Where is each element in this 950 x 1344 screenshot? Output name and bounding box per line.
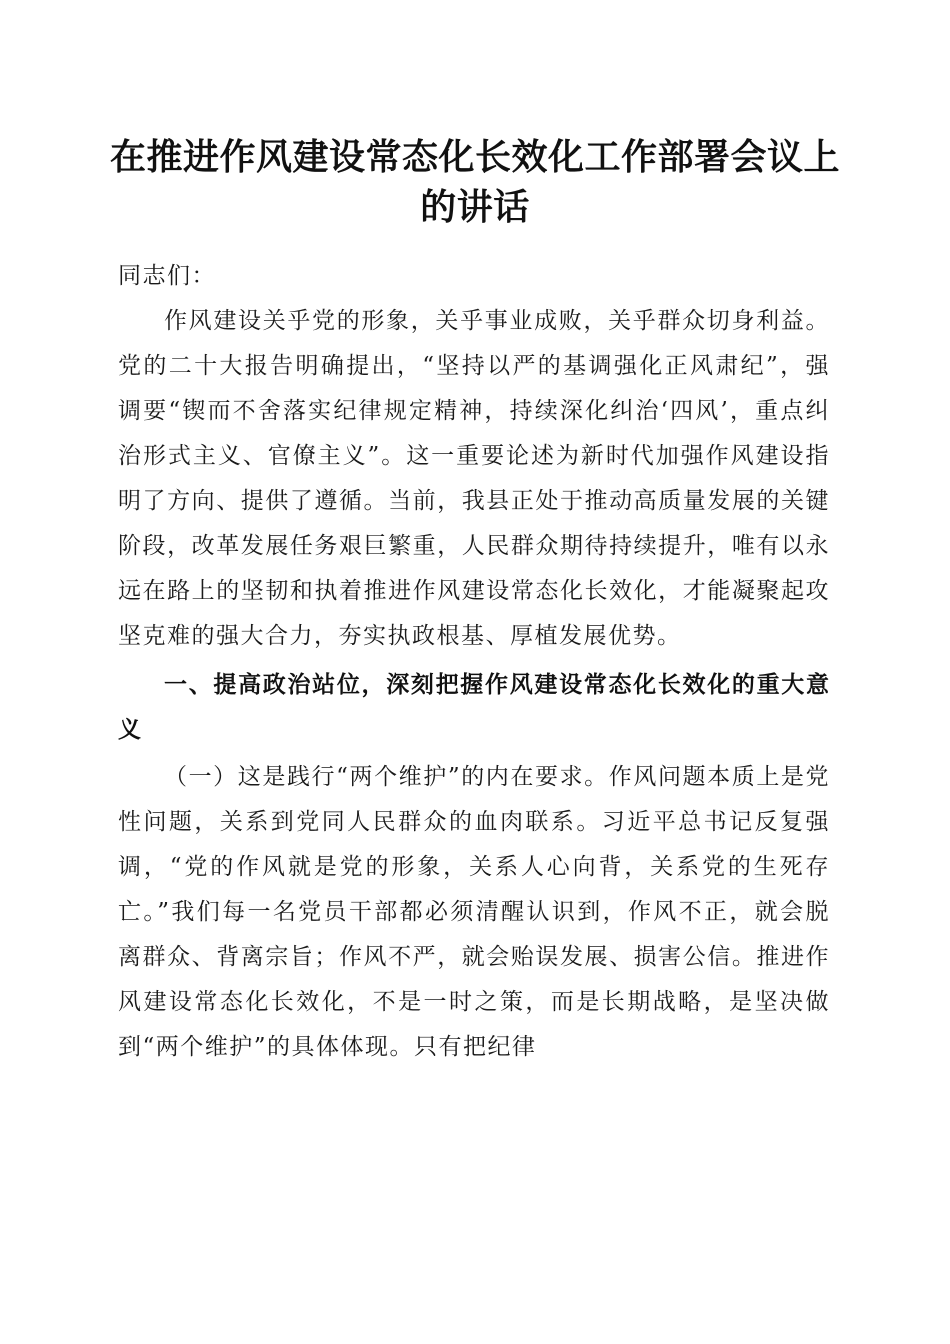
salutation: 同志们： <box>118 263 216 289</box>
subsection-paragraph <box>118 755 830 1070</box>
intro-paragraph: 作风建设关乎党的形象，关乎事业成败，关乎群众切身利益。党的二十大报告明确提出，“坚持以严的基调强化正风肃纪”，强调要“锲而不舍落实纪律规定精神，持续深化纠治‘四风’，重点纠治形式主义、官僚主义”。这一重要论述为新时代加强作风建设指明了方向、提供了遵循。当前，我县正处于推动高质量发展的关键阶段，改革发展任务艰巨繁重，人民群众期待持续提升，唯有以永远在路上的坚韧和执着推进作风建设常态化长效化，才能凝聚起攻坚克难的强大合力，夯实执政根基、厚植发展优势。 <box>118 308 830 649</box>
document-body <box>118 254 830 1070</box>
section-heading: 一、提高政治站位，深刻把握作风建设常态化长效化的重大意义 <box>118 672 830 743</box>
subsection-lead: （一）这是践行“两个维护”的内在要求。 <box>164 764 609 790</box>
document-title: 在推进作风建设常态化长效化工作部署会议上的讲话 <box>109 136 840 228</box>
subsection-body: 作风问题本质上是党性问题，关系到党同人民群众的血肉联系。习近平总书记反复强调，“党的作风就是党的形象，关系人心向背，关系党的生死存亡。”我们每一名党员干部都必须清醒认识到，作风不正，就会脱离群众、背离宗旨；作风不严，就会贻误发展、损害公信。推进作风建设常态化长效化，不是一时之策，而是长期战略，是坚决做到“两个维护”的具体体现。只有把纪律 <box>118 764 830 1060</box>
